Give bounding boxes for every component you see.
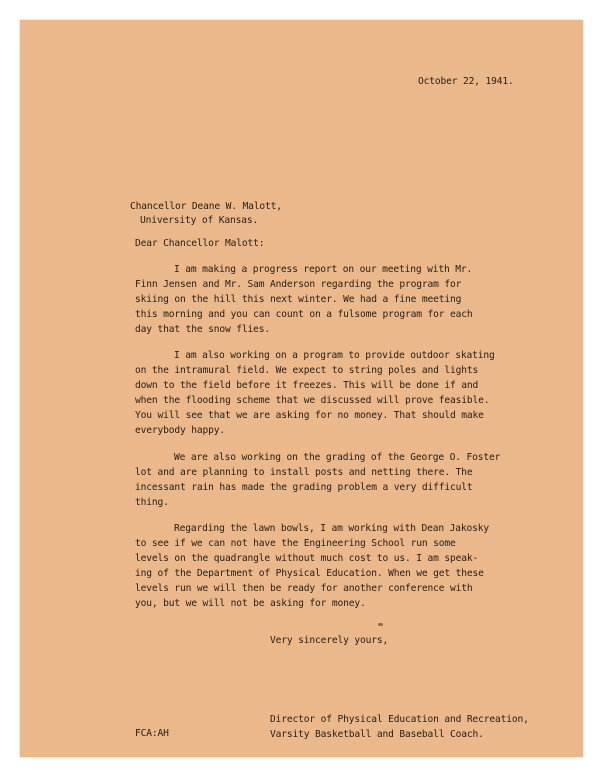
body-line: Regarding the lawn bowls, I am working with Dean Jakosky [174, 523, 490, 534]
body-line: I am making a progress report on our meeting with Mr. [174, 264, 473, 275]
body-line: day that the snow flies. [135, 324, 271, 335]
letter-date: October 22, 1941. [418, 76, 514, 87]
signature-title-line: Varsity Basketball and Baseball Coach. [270, 729, 484, 740]
salutation: Dear Chancellor Malott: [135, 238, 265, 249]
body-line: levels on the quadrangle without much cost to us. I am speak- [135, 553, 479, 564]
body-line: lot and are planning to install posts and netting there. The [135, 467, 473, 478]
body-line: on the intramural field. We expect to string poles and lights [135, 365, 479, 376]
body-line: ing of the Department of Physical Education. When we get these [135, 568, 484, 579]
body-line: You will see that we are asking for no money. That should make [135, 410, 484, 421]
body-line: everybody happy. [135, 425, 226, 436]
body-line: skiing on the hill this next winter. We had a fine meeting [135, 294, 462, 305]
body-line: Finn Jensen and Mr. Sam Anderson regarding the program for [135, 279, 462, 290]
body-line: when the flooding scheme that we discussed will prove feasible. [135, 395, 490, 406]
body-line: incessant rain has made the grading problem a very difficult [135, 482, 473, 493]
body-line: this morning and you can count on a fulsome program for each [135, 309, 473, 320]
body-line: We are also working on the grading of the George O. Foster [174, 452, 501, 463]
body-line: you, but we will not be asking for money. [135, 598, 366, 609]
body-line: down to the field before it freezes. This will be done if and [135, 380, 479, 391]
closing: Very sincerely yours, [270, 635, 389, 646]
typist-initials: FCA:AH [135, 728, 169, 739]
recipient-name: Chancellor Deane W. Malott, [130, 201, 282, 212]
body-line: to see if we can not have the Engineering School run some [135, 538, 456, 549]
recipient-institution: University of Kansas. [140, 215, 259, 226]
body-line: levels run we will then be ready for another conference with [135, 583, 473, 594]
ink-mark [378, 623, 383, 626]
body-line: thing. [135, 497, 169, 508]
body-line: I am also working on a program to provide outdoor skating [174, 350, 495, 361]
signature-title-line: Director of Physical Education and Recreation, [270, 714, 529, 725]
